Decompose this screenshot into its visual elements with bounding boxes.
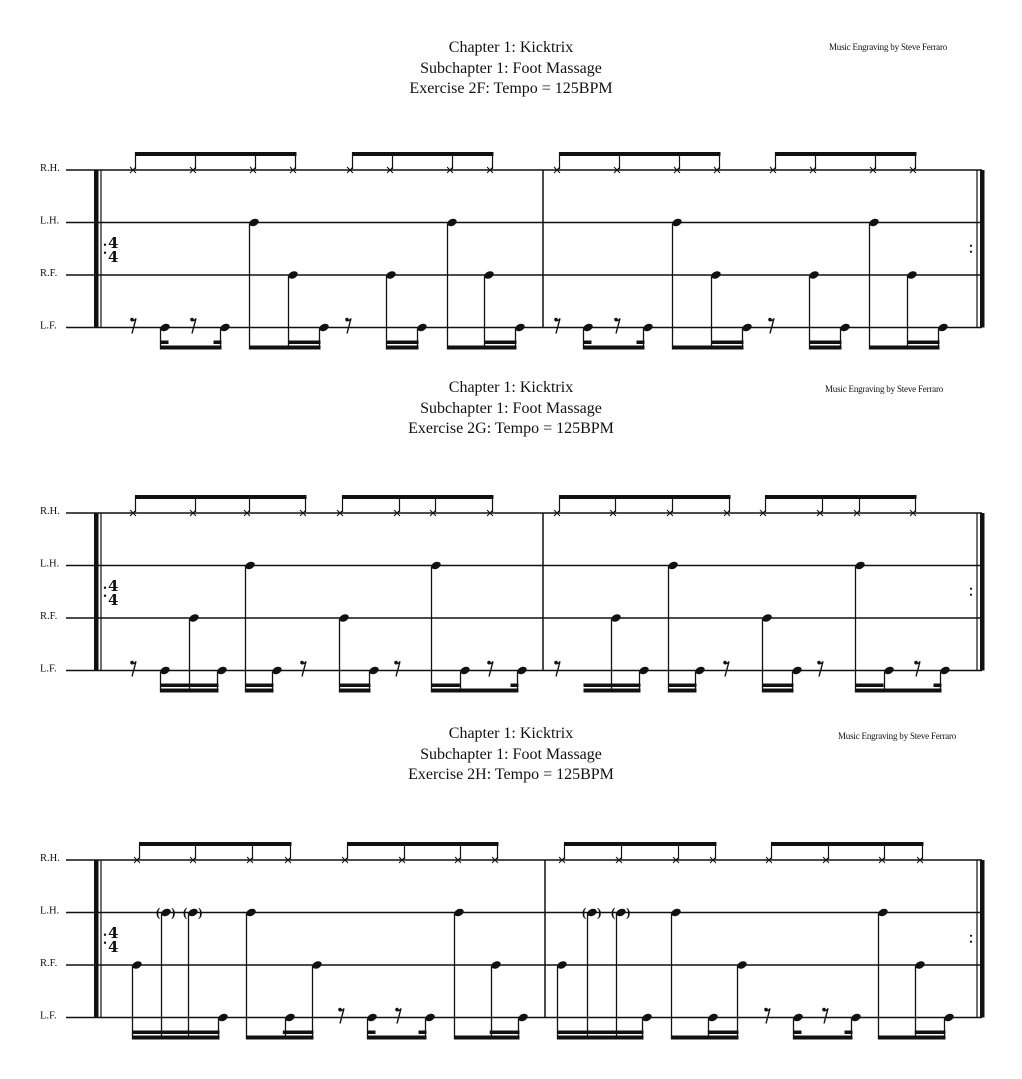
subchapter-title: Subchapter 1: Foot Massage (420, 399, 602, 417)
svg-text:4: 4 (108, 923, 119, 942)
exercise-tempo: Exercise 2G: Tempo = 125BPM (408, 420, 614, 437)
engraving-credit: Music Engraving by Steve Ferraro (825, 384, 944, 394)
drum-staff-2G (0, 483, 1022, 716)
svg-text:): ) (171, 904, 176, 920)
instrument-label: R.F. (40, 611, 58, 622)
svg-text:(: ( (183, 904, 188, 920)
instrument-label: R.F. (40, 268, 58, 279)
svg-text:): ) (198, 904, 203, 920)
chapter-title: Chapter 1: Kicktrix (448, 725, 574, 742)
svg-text:(: ( (156, 904, 161, 920)
chapter-title: Chapter 1: Kicktrix (448, 39, 574, 56)
instrument-label: L.H. (40, 905, 60, 917)
instrument-label: L.H. (40, 558, 60, 570)
instrument-label: L.F. (40, 320, 57, 332)
svg-text:): ) (626, 904, 631, 920)
instrument-label: L.F. (40, 663, 57, 675)
exercise-tempo: Exercise 2H: Tempo = 125BPM (408, 766, 614, 783)
svg-text:4: 4 (108, 590, 119, 609)
svg-text:4: 4 (108, 937, 119, 956)
svg-text:): ) (597, 904, 602, 920)
instrument-label: R.F. (40, 958, 58, 969)
subchapter-title: Subchapter 1: Foot Massage (420, 745, 602, 763)
engraving-credit: Music Engraving by Steve Ferraro (838, 731, 957, 741)
svg-text:(: ( (582, 904, 587, 920)
svg-text:4: 4 (108, 247, 119, 266)
exercise-tempo: Exercise 2F: Tempo = 125BPM (409, 80, 613, 97)
drum-staff-2H (0, 830, 1022, 1063)
instrument-label: L.F. (40, 1010, 57, 1022)
instrument-label: L.H. (40, 215, 60, 227)
subchapter-title: Subchapter 1: Foot Massage (420, 59, 602, 77)
instrument-label: R.H. (40, 853, 60, 864)
instrument-label: R.H. (40, 163, 60, 174)
svg-text:4: 4 (108, 576, 119, 595)
engraving-credit: Music Engraving by Steve Ferraro (829, 42, 948, 52)
drum-staff-2F (0, 140, 1022, 373)
instrument-label: R.H. (40, 506, 60, 517)
chapter-title: Chapter 1: Kicktrix (448, 379, 574, 396)
svg-text:(: ( (611, 904, 616, 920)
svg-text:4: 4 (108, 233, 119, 252)
